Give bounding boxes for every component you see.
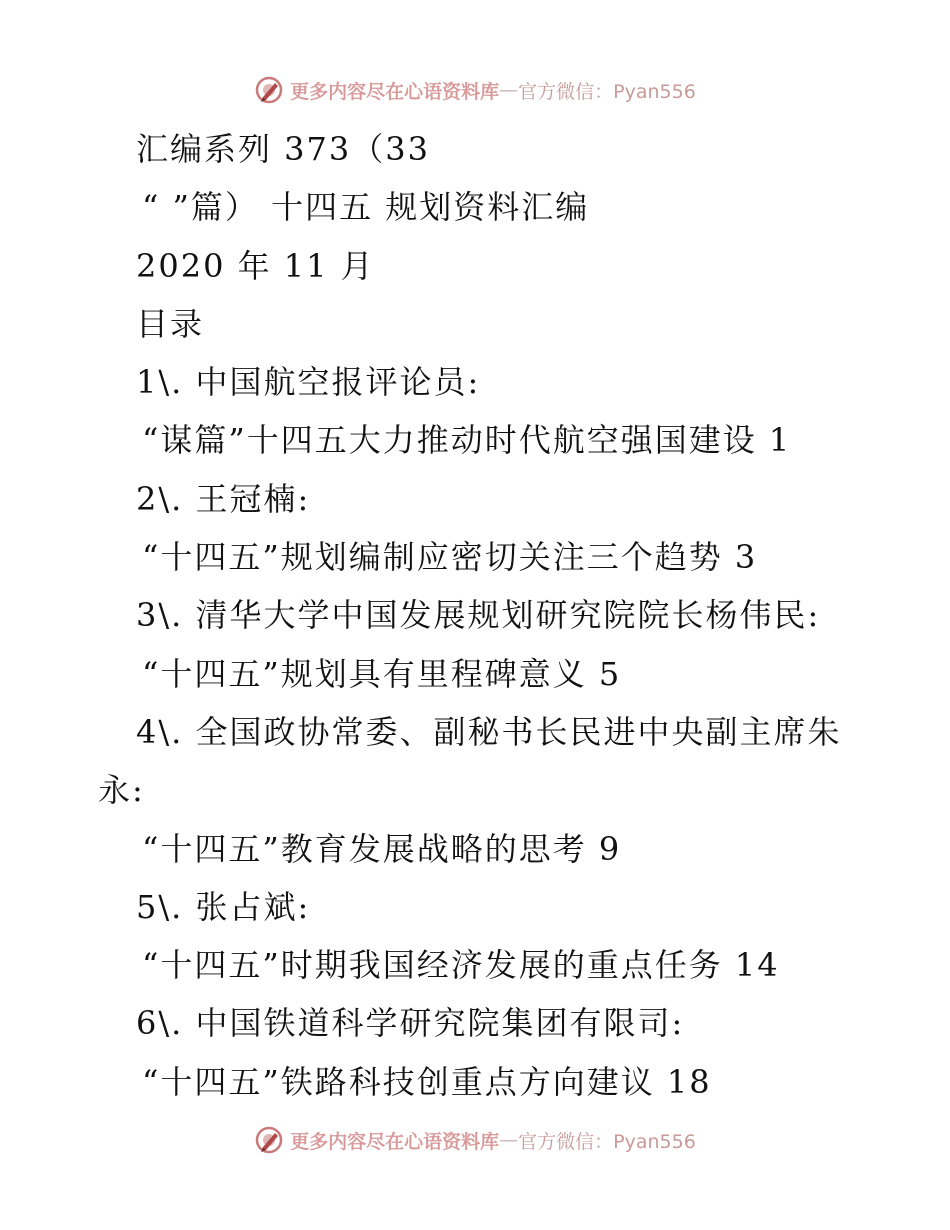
toc-entry-3-author: 3\. 清华大学中国发展规划研究院院长杨伟民: (136, 596, 821, 635)
watermark-separator: — (499, 1129, 519, 1151)
document-body (0, 120, 950, 1111)
toc-entry-1-author: 1\. 中国航空报评论员: (136, 363, 481, 402)
toc-entry-1-title: “谋篇”十四五大力推动时代航空强国建设 1 (142, 421, 792, 460)
toc-entry-2-author: 2\. 王冠楠: (136, 479, 311, 518)
toc-heading: 目录 (136, 304, 205, 343)
toc-entry-6-author: 6\. 中国铁道科学研究院集团有限司: (136, 1004, 685, 1043)
toc-entry-2-title: “十四五”规划编制应密切关注三个趋势 3 (142, 538, 758, 577)
pen-seal-icon (254, 1125, 284, 1155)
series-title: 汇编系列 373（33 (136, 130, 430, 168)
toc-entry-6-title: “十四五”铁路科技创重点方向建议 18 (142, 1062, 712, 1101)
watermark-main-text: 更多内容尽在心语资料库 (290, 1130, 500, 1153)
document-date: 2020 年 11 月 (136, 246, 375, 285)
header-watermark (0, 70, 950, 110)
watermark-main-text: 更多内容尽在心语资料库 (290, 80, 500, 103)
toc-entry-3-title: “十四五”规划具有里程碑意义 5 (142, 654, 622, 693)
footer-watermark (0, 1120, 950, 1160)
document-title: “ ”篇） 十四五 规划资料汇编 (142, 188, 590, 227)
toc-entry-4-title: “十四五”教育发展战略的思考 9 (142, 829, 622, 868)
toc-entry-4-author: 4\. 全国政协常委、副秘书长民进中央副主席朱 (136, 712, 842, 751)
toc-entry-4-author-continued: 永: (98, 771, 145, 810)
toc-entry-5-title: “十四五”时期我国经济发展的重点任务 14 (142, 946, 780, 985)
watermark-handle: 官方微信：Pyan556 (518, 1130, 696, 1153)
pen-seal-icon (254, 75, 284, 105)
toc-entry-5-author: 5\. 张占斌: (136, 887, 311, 926)
watermark-separator: — (499, 79, 519, 101)
watermark-handle: 官方微信：Pyan556 (518, 80, 696, 103)
